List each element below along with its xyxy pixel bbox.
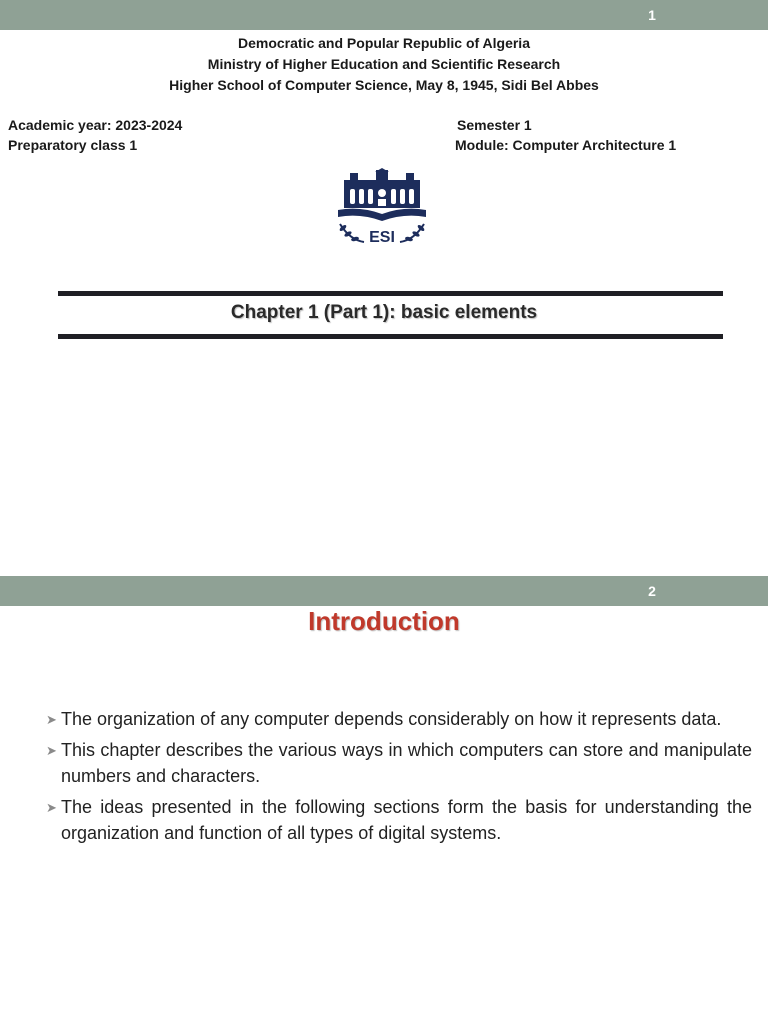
arrow-right-icon: ➤ <box>46 800 57 815</box>
course-info-right <box>455 115 676 155</box>
arrow-right-icon: ➤ <box>46 712 57 727</box>
page-number: 1 <box>648 7 656 23</box>
chapter-title: Chapter 1 (Part 1): basic elements <box>230 302 538 323</box>
country-line: Democratic and Popular Republic of Algeria <box>238 35 530 51</box>
module-name: Module: Computer Architecture 1 <box>455 137 677 153</box>
class-name: Preparatory class 1 <box>8 137 138 153</box>
esi-logo <box>330 168 434 252</box>
bullet-text: The ideas presented in the following sections form the basis for understanding the organization and function of all types of digital systems. <box>61 797 752 843</box>
institution-header <box>0 33 768 96</box>
list-item <box>46 737 752 789</box>
title-rule-bottom <box>58 334 723 339</box>
course-info-left <box>8 115 182 155</box>
slide-header-bar <box>0 576 768 606</box>
title-rule-top <box>58 291 723 296</box>
list-item <box>46 706 752 732</box>
slide-header-bar <box>0 0 768 30</box>
slide-2 <box>0 576 768 1024</box>
bullet-list <box>46 706 752 851</box>
school-line: Higher School of Computer Science, May 8, 1945, Sidi Bel Abbes <box>169 77 599 93</box>
list-item <box>46 794 752 846</box>
ministry-line: Ministry of Higher Education and Scientific Research <box>207 56 561 72</box>
semester: Semester 1 <box>457 117 532 133</box>
page-number: 2 <box>648 583 656 599</box>
academic-year: Academic year: 2023-2024 <box>8 117 183 133</box>
arrow-right-icon: ➤ <box>46 743 57 758</box>
bullet-text: This chapter describes the various ways in which computers can store and manipulate numbers and characters. <box>61 740 752 786</box>
slide-title: Introduction <box>308 606 460 636</box>
bullet-text: The organization of any computer depends considerably on how it represents data. <box>61 709 722 729</box>
logo-text: ESI <box>369 229 395 246</box>
